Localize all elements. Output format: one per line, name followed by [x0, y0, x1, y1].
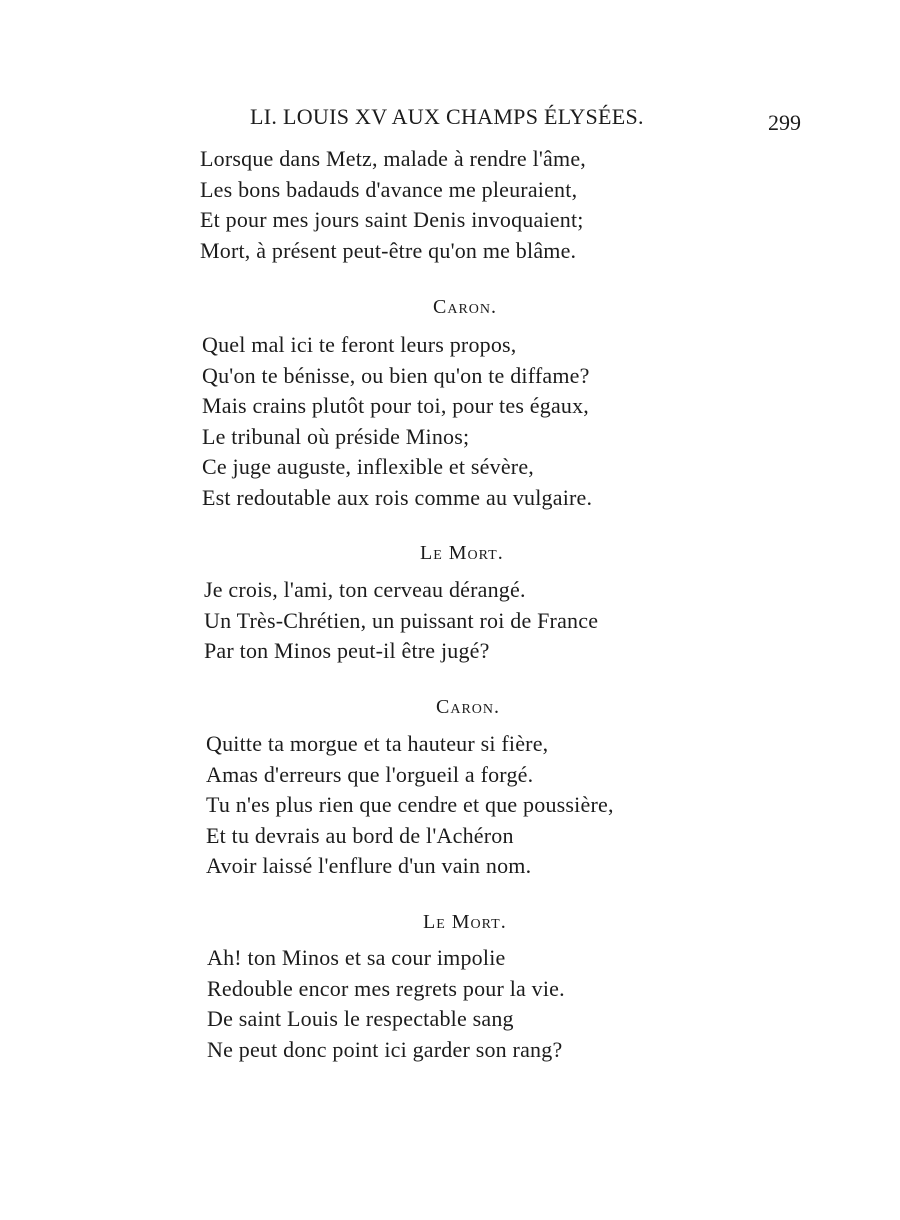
stanza-4	[206, 729, 614, 882]
verse-line: Est redoutable aux rois comme au vulgaire.	[202, 484, 593, 510]
verse-line: Redouble encor mes regrets pour la vie.	[207, 975, 565, 1001]
speaker-heading: Le Mort.	[420, 542, 504, 564]
verse-line: Je crois, l'ami, ton cerveau dérangé.	[204, 577, 526, 602]
verse-line: Un Très-Chrétien, un puissant roi de France	[204, 607, 599, 633]
verse-line: Lorsque dans Metz, malade à rendre l'âme,	[200, 146, 587, 171]
stanza-2	[202, 330, 592, 513]
verse-line: Amas d'erreurs que l'orgueil a forgé.	[206, 761, 534, 787]
verse-line: Et pour mes jours saint Denis invoquaient;	[200, 207, 584, 232]
verse-line: Mais crains plutôt pour toi, pour tes égaux,	[202, 393, 590, 418]
verse-line: Avoir laissé l'enflure d'un vain nom.	[206, 853, 532, 878]
verse-line: Quitte ta morgue et ta hauteur si fière,	[206, 731, 549, 756]
verse-line: Quel mal ici te feront leurs propos,	[202, 332, 517, 357]
stanza-5	[207, 943, 565, 1065]
speaker-heading: Caron.	[436, 696, 501, 718]
verse-line: Mort, à présent peut-être qu'on me blâme.	[200, 237, 577, 263]
verse-line: Ce juge auguste, inflexible et sévère,	[202, 454, 534, 479]
stanza-1	[200, 144, 586, 266]
verse-line: Tu n'es plus rien que cendre et que poussière,	[206, 792, 614, 817]
verse-line: Et tu devrais au bord de l'Achéron	[206, 822, 514, 848]
stanza-3	[204, 575, 598, 667]
verse-line: Le tribunal où préside Minos;	[202, 423, 470, 449]
verse-line: Ne peut donc point ici garder son rang?	[207, 1036, 563, 1062]
verse-line: Qu'on te bénisse, ou bien qu'on te diffame?	[202, 362, 590, 388]
verse-line: Les bons badauds d'avance me pleuraient,	[200, 176, 578, 202]
verse-line: De saint Louis le respectable sang	[207, 1006, 514, 1031]
speaker-heading: Caron.	[433, 296, 498, 318]
running-title: LI. LOUIS XV AUX CHAMPS ÉLYSÉES.	[250, 104, 644, 129]
page-number: 299	[768, 110, 801, 135]
verse-line: Ah! ton Minos et sa cour impolie	[207, 945, 506, 970]
speaker-heading: Le Mort.	[423, 911, 507, 933]
verse-line: Par ton Minos peut-il être jugé?	[204, 638, 490, 663]
